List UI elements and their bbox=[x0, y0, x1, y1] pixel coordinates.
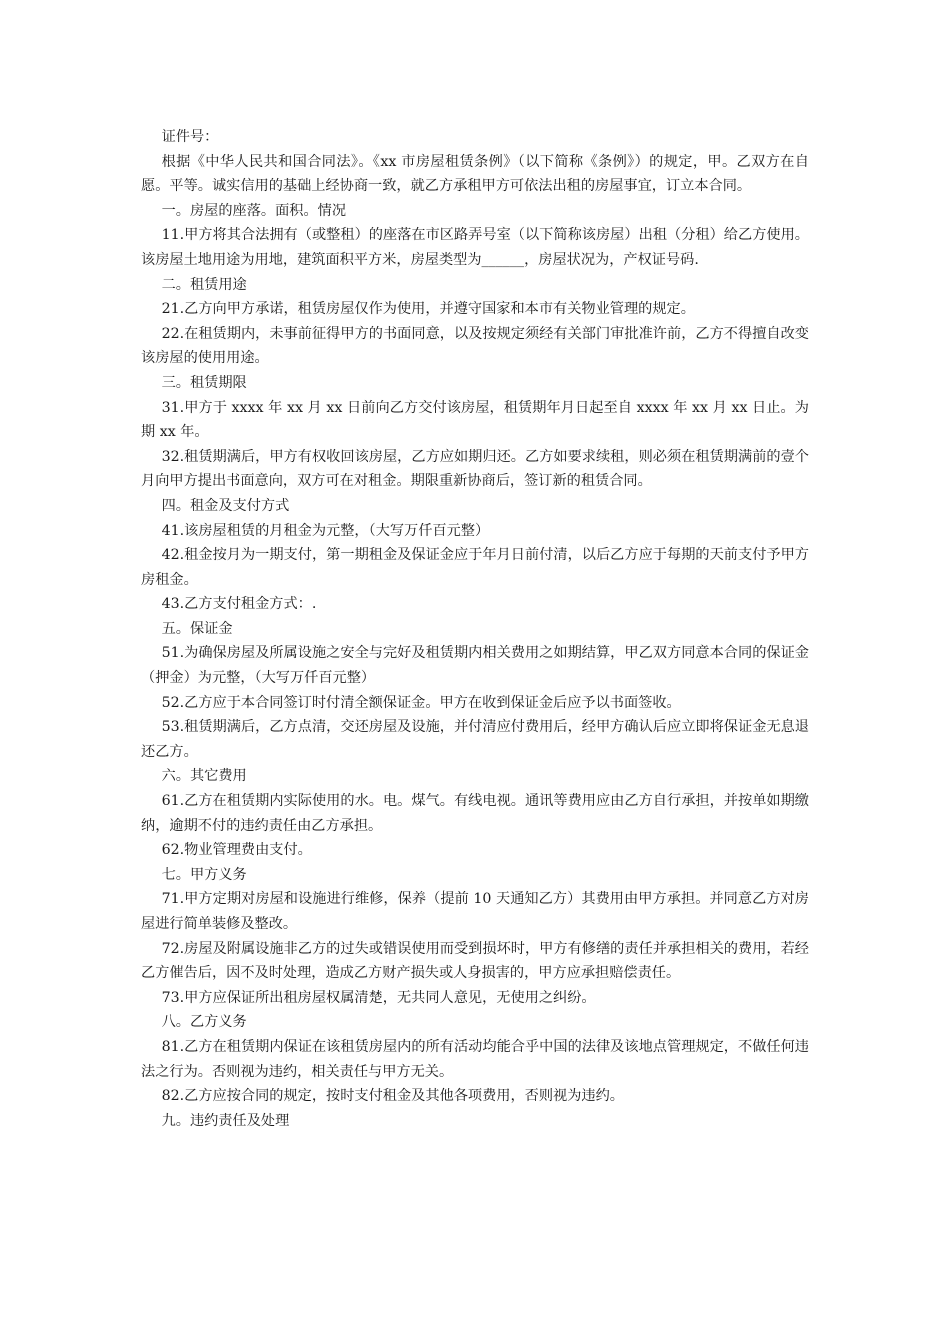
clause-42: 42.租金按月为一期支付，第一期租金及保证金应于年月日前付清，以后乙方应于每期的天前支付予甲方房租金。 bbox=[141, 547, 809, 588]
clause-41: 41.该房屋租赁的月租金为元整，（大写万仟百元整） bbox=[161, 522, 490, 539]
clause-61: 61.乙方在租赁期内实际使用的水。电。煤气。有线电视。通讯等费用应由乙方自行承担，并按单如期缴纳，逾期不付的违约责任由乙方承担。 bbox=[141, 793, 809, 834]
clause-32: 32.租赁期满后，甲方有权收回该房屋，乙方应如期归还。乙方如要求续租，则必须在租赁期满前的壹个月向甲方提出书面意向，双方可在对租金。期限重新协商后，签订新的租赁合同。 bbox=[141, 448, 809, 490]
clause-53: 53.租赁期满后，乙方点清，交还房屋及设施，并付清应付费用后，经甲方确认后应立即将保证金无息退还乙方。 bbox=[141, 719, 809, 760]
clause-71: 71.甲方定期对房屋和设施进行维修，保养（提前 10 天通知乙方）其费用由甲方承担。并同意乙方对房屋进行简单装修及整改。 bbox=[141, 891, 809, 932]
clause-43: 43.乙方支付租金方式：. bbox=[161, 596, 317, 613]
section-heading-3: 三。租赁期限 bbox=[161, 374, 247, 391]
clause-73: 73.甲方应保证所出租房屋权属清楚，无共同人意见，无使用之纠纷。 bbox=[161, 989, 596, 1006]
section-heading-2: 二。租赁用途 bbox=[161, 276, 247, 293]
clause-52: 52.乙方应于本合同签订时付清全额保证金。甲方在收到保证金后应予以书面签收。 bbox=[161, 694, 681, 711]
section-heading-8: 八。乙方义务 bbox=[161, 1014, 247, 1031]
section-heading-7: 七。甲方义务 bbox=[161, 866, 247, 883]
clause-22: 22.在租赁期内，未事前征得甲方的书面同意，以及按规定须经有关部门审批准许前，乙方不得擅自改变该房屋的使用用途。 bbox=[141, 325, 809, 367]
clause-21: 21.乙方向甲方承诺，租赁房屋仅作为使用，并遵守国家和本市有关物业管理的规定。 bbox=[161, 301, 695, 318]
certificate-number: 证件号： bbox=[161, 129, 219, 145]
section-heading-5: 五。保证金 bbox=[161, 620, 233, 637]
section-heading-9: 九。违约责任及处理 bbox=[161, 1112, 290, 1129]
clause-72: 72.房屋及附属设施非乙方的过失或错误使用而受到损坏时，甲方有修缮的责任并承担相关的费用，若经乙方催告后，因不及时处理，造成乙方财产损失或人身损害的，甲方应承担赔偿责任。 bbox=[141, 940, 809, 982]
section-heading-1: 一。房屋的座落。面积。情况 bbox=[161, 202, 347, 219]
section-heading-6: 六。其它费用 bbox=[161, 768, 247, 785]
clause-51: 51.为确保房屋及所属设施之安全与完好及租赁期内相关费用之如期结算，甲乙双方同意本合同的保证金（押金）为元整，（大写万仟百元整） bbox=[141, 645, 809, 687]
clause-11: 11.甲方将其合法拥有（或整租）的座落在市区路弄号室（以下简称该房屋）出租（分租）给乙方使用。该房屋土地用途为用地，建筑面积平方米，房屋类型为______，房屋状况为，产权证号码. bbox=[141, 227, 809, 268]
contract-document bbox=[141, 125, 809, 1133]
section-heading-4: 四。租金及支付方式 bbox=[161, 497, 290, 514]
clause-81: 81.乙方在租赁期内保证在该租赁房屋内的所有活动均能合乎中国的法律及该地点管理规定，不做任何违法之行为。否则视为违约，相关责任与甲方无关。 bbox=[141, 1038, 809, 1080]
clause-82: 82.乙方应按合同的规定，按时支付租金及其他各项费用，否则视为违约。 bbox=[161, 1088, 624, 1105]
preamble-paragraph: 根据《中华人民共和国合同法》。《xx 市房屋租赁条例》（以下简称《条例》）的规定，甲。乙双方在自愿。平等。诚实信用的基础上经协商一致，就乙方承租甲方可依法出租的房屋事宜，订立本合同。 bbox=[141, 153, 809, 195]
clause-31: 31.甲方于 xxxx 年 xx 月 xx 日前向乙方交付该房屋，租赁期年月日起至自 xxxx 年 xx 月 xx 日止。为期 xx 年。 bbox=[141, 399, 809, 441]
clause-62: 62.物业管理费由支付。 bbox=[161, 842, 312, 859]
